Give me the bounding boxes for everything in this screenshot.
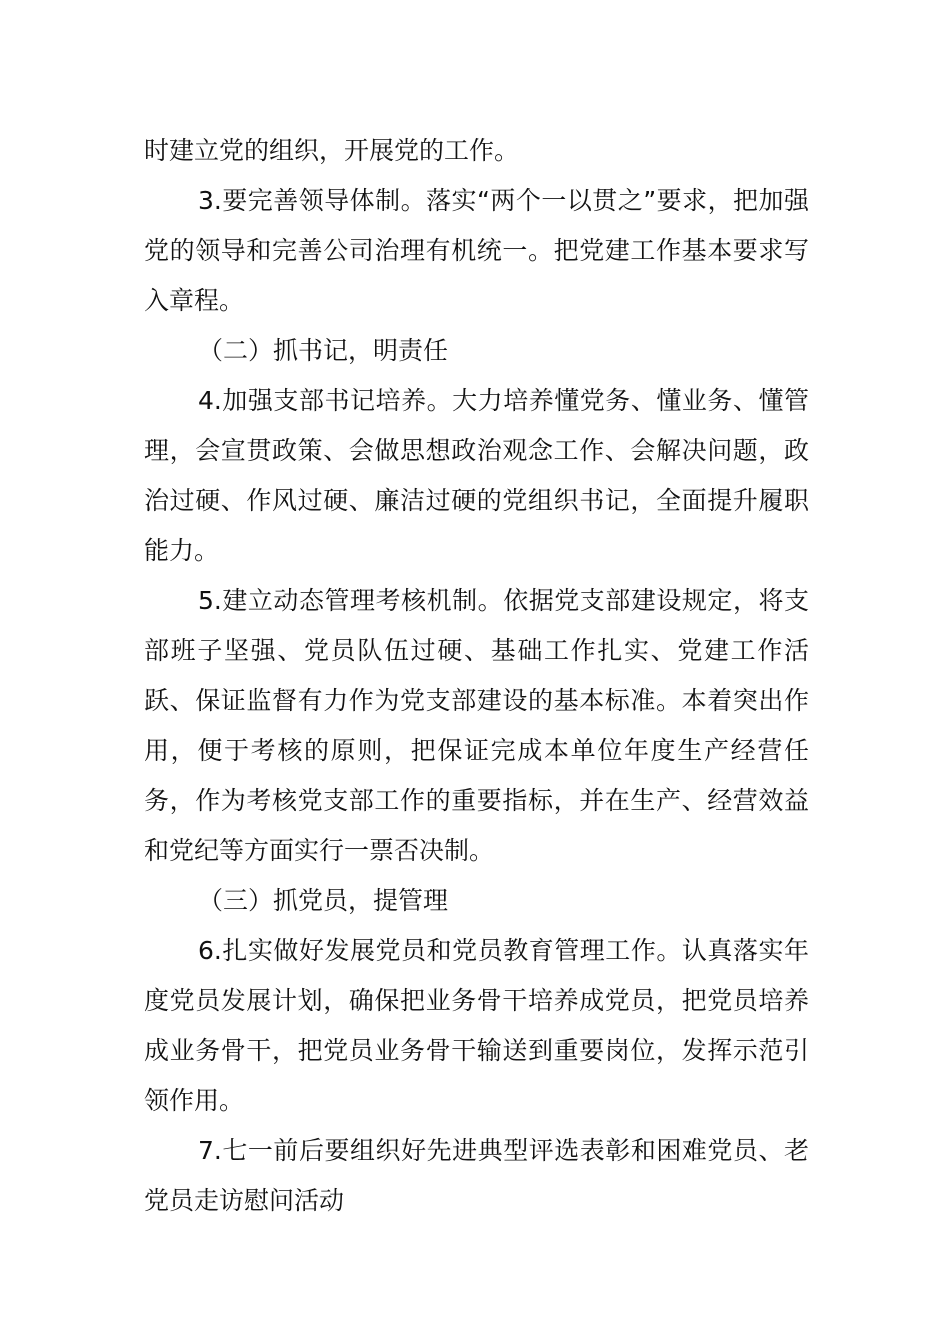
paragraph-item-6: 6.扎实做好发展党员和党员教育管理工作。认真落实年度党员发展计划，确保把业务骨干培养成党员，把党员培养成业务骨干，把党员业务骨干输送到重要岗位，发挥示范引领作用。 [144, 936, 809, 1115]
paragraph-item-5: 5.建立动态管理考核机制。依据党支部建设规定，将支部班子坚强、党员队伍过硬、基础工作扎实、党建工作活跃、保证监督有力作为党支部建设的基本标准。本着突出作用，便于考核的原则，把保证完成本单位年度生产经营任务，作为考核党支部工作的重要指标，并在生产、经营效益和党纪等方面实行一票否决制。 [144, 586, 809, 865]
paragraph-item-7: 7.七一前后要组织好先进典型评选表彰和困难党员、老党员走访慰问活动 [144, 1136, 809, 1215]
paragraph-continuation: 时建立党的组织，开展党的工作。 [144, 136, 520, 165]
document-body [144, 126, 809, 1226]
paragraph-item-3: 3.要完善领导体制。落实“两个一以贯之”要求，把加强党的领导和完善公司治理有机统一。把党建工作基本要求写入章程。 [144, 186, 809, 315]
section-heading-2: （二）抓书记，明责任 [198, 336, 449, 365]
paragraph-item-4: 4.加强支部书记培养。大力培养懂党务、懂业务、懂管理，会宣贯政策、会做思想政治观念工作、会解决问题，政治过硬、作风过硬、廉洁过硬的党组织书记，全面提升履职能力。 [144, 386, 809, 565]
section-heading-3: （三）抓党员，提管理 [198, 886, 449, 915]
